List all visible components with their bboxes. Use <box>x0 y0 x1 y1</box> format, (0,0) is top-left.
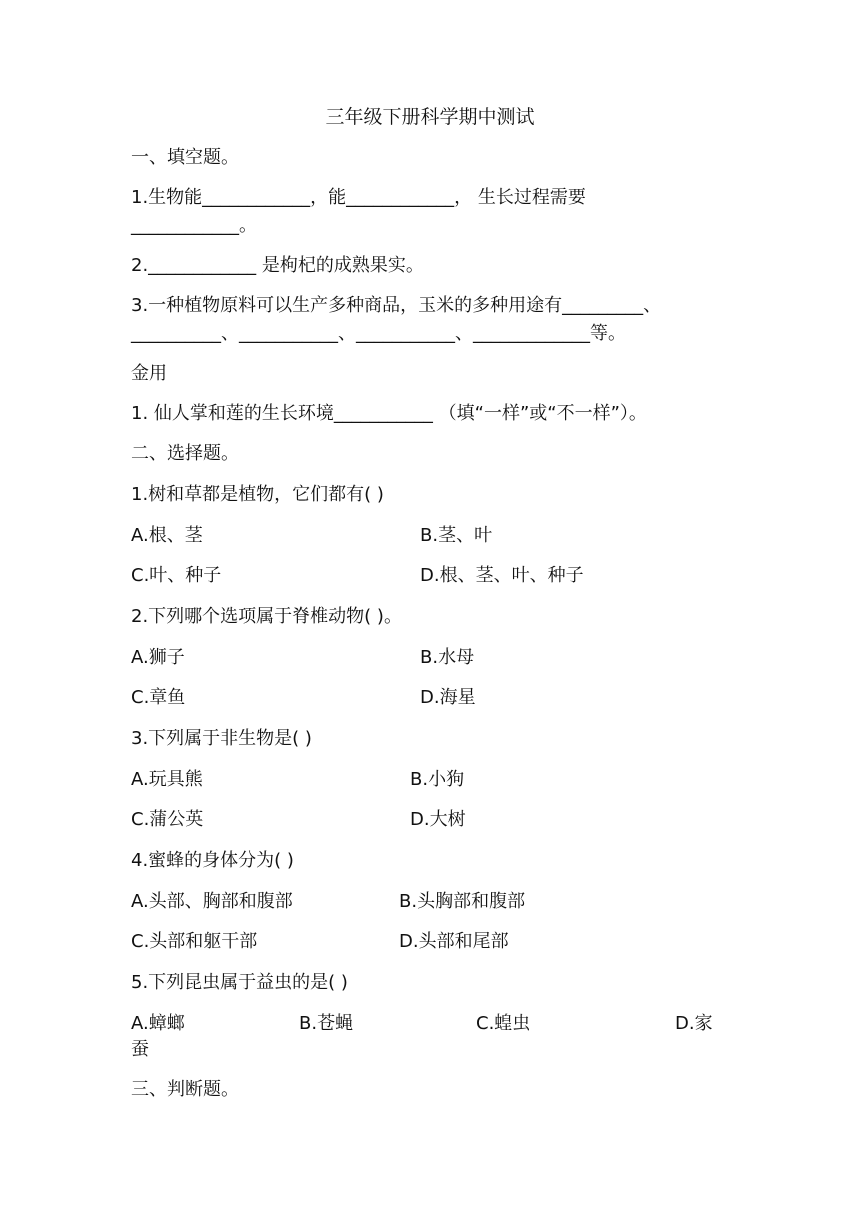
choice-question-1: 1.树和草都是植物，它们都有( ) <box>131 484 384 505</box>
choice-2-option-d: D.海星 <box>420 687 476 708</box>
choice-question-3: 3.下列属于非生物是( ) <box>131 728 312 749</box>
choice-2-option-b: B.水母 <box>420 647 475 668</box>
section-heading-fill-in: 一、填空题。 <box>131 147 239 168</box>
choice-2-option-a: A.狮子 <box>131 647 185 668</box>
choice-3-option-d: D.大树 <box>410 809 466 830</box>
choice-1-option-d: D.根、茎、叶、种子 <box>420 565 584 586</box>
choice-4-option-a: A.头部、胸部和腹部 <box>131 891 293 912</box>
choice-1-option-b: B.茎、叶 <box>420 525 493 546</box>
section-heading-true-false: 三、判断题。 <box>131 1079 239 1100</box>
choice-5-option-c: C.蝗虫 <box>476 1013 531 1034</box>
choice-5-option-d-wrap: 蚕 <box>131 1039 149 1060</box>
choice-3-option-c: C.蒲公英 <box>131 809 204 830</box>
choice-1-option-c: C.叶、种子 <box>131 565 222 586</box>
choice-5-option-a: A.蟑螂 <box>131 1013 185 1034</box>
fill-question-1-line-2: ____________。 <box>131 215 257 236</box>
section-heading-multiple-choice: 二、选择题。 <box>131 443 239 464</box>
choice-4-option-b: B.头胸部和腹部 <box>399 891 526 912</box>
choice-4-option-c: C.头部和躯干部 <box>131 931 258 952</box>
fill-question-3-line-2: __________、___________、___________、_____________等。 <box>131 323 626 344</box>
choice-4-option-d: D.头部和尾部 <box>399 931 509 952</box>
choice-5-option-b: B.苍蝇 <box>299 1013 354 1034</box>
choice-question-2: 2.下列哪个选项属于脊椎动物( )。 <box>131 606 402 627</box>
choice-question-4: 4.蜜蜂的身体分为( ) <box>131 850 294 871</box>
fill-question-3-line-1: 3.一种植物原料可以生产多种商品，玉米的多种用途有_________、 <box>131 295 662 316</box>
document-title: 三年级下册科学期中测试 <box>325 106 535 128</box>
fill-question-1-line-1: 1.生物能____________，能____________， 生长过程需要 <box>131 187 586 208</box>
fill-question-4: 1. 仙人掌和莲的生长环境___________ （填“一样”或“不一样”）。 <box>131 403 647 424</box>
fill-question-2: 2.____________ 是枸杞的成熟果实。 <box>131 255 424 276</box>
choice-2-option-c: C.章鱼 <box>131 687 186 708</box>
choice-question-5: 5.下列昆虫属于益虫的是( ) <box>131 972 348 993</box>
choice-3-option-b: B.小狗 <box>410 769 465 790</box>
fill-note: 金用 <box>131 363 167 384</box>
choice-1-option-a: A.根、茎 <box>131 525 203 546</box>
choice-3-option-a: A.玩具熊 <box>131 769 203 790</box>
choice-5-option-d: D.家 <box>675 1013 713 1034</box>
